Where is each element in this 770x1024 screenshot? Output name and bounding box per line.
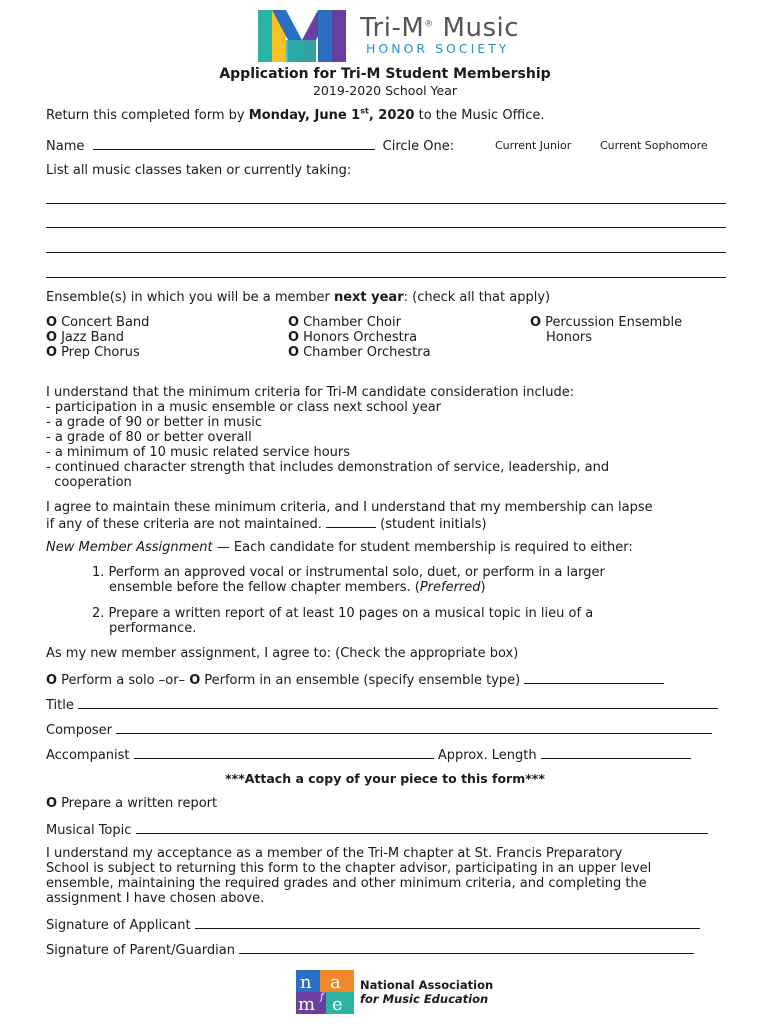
assignment-item-1-cont: ensemble before the fellow chapter members. (Preferred) [109,580,486,595]
criteria-intro: I understand that the minimum criteria for Tri-M candidate consideration include: [46,385,575,400]
acceptance-line: I understand my acceptance as a member of the Tri-M chapter at St. Francis Preparatory [46,846,623,861]
ensemble-honors-orchestra[interactable]: O Honors Orchestra [288,330,418,345]
classes-label: List all music classes taken or currently taking: [46,163,352,178]
assignment-item-2: 2. Prepare a written report of at least 10 pages on a musical topic in lieu of a [92,606,594,621]
perform-ensemble-option[interactable]: O Perform in an ensemble (specify ensemble type) [189,673,525,688]
topic-field[interactable] [136,821,708,834]
topic-row: Musical Topic [46,821,708,838]
accompanist-row: Accompanist Approx. Length [46,746,691,763]
logo-letter: e [332,994,343,1014]
criteria-item: - a grade of 80 or better overall [46,430,252,445]
logo-subtitle: HONOR SOCIETY [366,41,510,56]
logo-title: Tri-M® Music [360,13,520,43]
classes-line-1[interactable] [46,203,726,204]
acceptance-line: ensemble, maintaining the required grades and other minimum criteria, and completing the [46,876,647,891]
logo-letter: a [330,972,341,993]
initials-field[interactable] [326,515,376,528]
choice-label: As my new member assignment, I agree to: (Check the appropriate box) [46,646,519,661]
assignment-item-2-cont: performance. [109,621,197,636]
nafme-logo-icon [296,970,354,1014]
option-current-sophomore[interactable]: Current Sophomore [600,139,708,152]
school-year: 2019-2020 School Year [312,83,458,98]
option-current-junior[interactable]: Current Junior [495,139,572,152]
title-field[interactable] [78,696,718,709]
classes-line-4[interactable] [46,277,726,278]
agree-line-1: I agree to maintain these minimum criteria, and I understand that my membership can lapse [46,500,653,515]
acceptance-line: School is subject to returning this form to the chapter advisor, participating in an upper level [46,861,652,876]
title-row: Title [46,696,718,713]
logo-letter: m [298,994,316,1014]
assignment-item-1: 1. Perform an approved vocal or instrumental solo, duet, or perform in a larger [92,565,605,580]
acceptance-line: assignment I have chosen above. [46,891,265,906]
accompanist-field[interactable] [134,746,434,759]
applicant-signature-row: Signature of Applicant [46,916,700,933]
agree-line-2: if any of these criteria are not maintained. (student initials) [46,517,487,532]
parent-signature-field[interactable] [239,941,694,954]
perform-solo-option[interactable]: O Perform a solo –or– [46,673,190,688]
length-field[interactable] [541,746,691,759]
composer-field[interactable] [116,721,712,734]
ensemble-chamber-orchestra[interactable]: O Chamber Orchestra [288,345,431,360]
logo-letter: n [300,972,312,993]
criteria-item: - a minimum of 10 music related service hours [46,445,351,460]
classes-line-3[interactable] [46,252,726,253]
return-instruction: Return this completed form by Monday, June 1st, 2020 to the Music Office. [46,106,545,123]
ensemble-label: Ensemble(s) in which you will be a member next year: (check all that apply) [46,290,551,305]
ensemble-concert-band[interactable]: O Concert Band [46,315,150,330]
ensemble-jazz-band[interactable]: O Jazz Band [46,330,125,345]
parent-signature-row: Signature of Parent/Guardian [46,941,694,958]
tri-m-logo-icon [258,10,346,62]
criteria-item: - participation in a music ensemble or class next school year [46,400,442,415]
attach-note: ***Attach a copy of your piece to this form*** [225,771,545,786]
perform-row [46,671,664,688]
ensemble-percussion[interactable]: O Percussion Ensemble [530,315,683,330]
criteria-item: cooperation [46,475,132,490]
criteria-item: - a grade of 90 or better in music [46,415,262,430]
nafme-name-line-1: National Association [360,978,494,992]
ensemble-percussion-honors: Honors [546,330,593,345]
composer-row: Composer [46,721,712,738]
name-field[interactable] [93,137,375,150]
ensemble-chamber-choir[interactable]: O Chamber Choir [288,315,401,330]
classes-line-2[interactable] [46,227,726,228]
nafme-name-line-2: for Music Education [360,992,489,1006]
logo-letter: f [320,992,324,1003]
ensemble-prep-chorus[interactable]: O Prep Chorus [46,345,140,360]
criteria-item: - continued character strength that includes demonstration of service, leadership, and [46,460,610,475]
ensemble-type-field[interactable] [524,671,664,684]
form-title: Application for Tri-M Student Membership [219,66,551,82]
applicant-signature-field[interactable] [195,916,700,929]
report-option[interactable]: O Prepare a written report [46,796,218,811]
assignment-label: New Member Assignment — Each candidate for student membership is required to either: [46,540,633,555]
name-row: Name Circle One: [46,139,455,154]
